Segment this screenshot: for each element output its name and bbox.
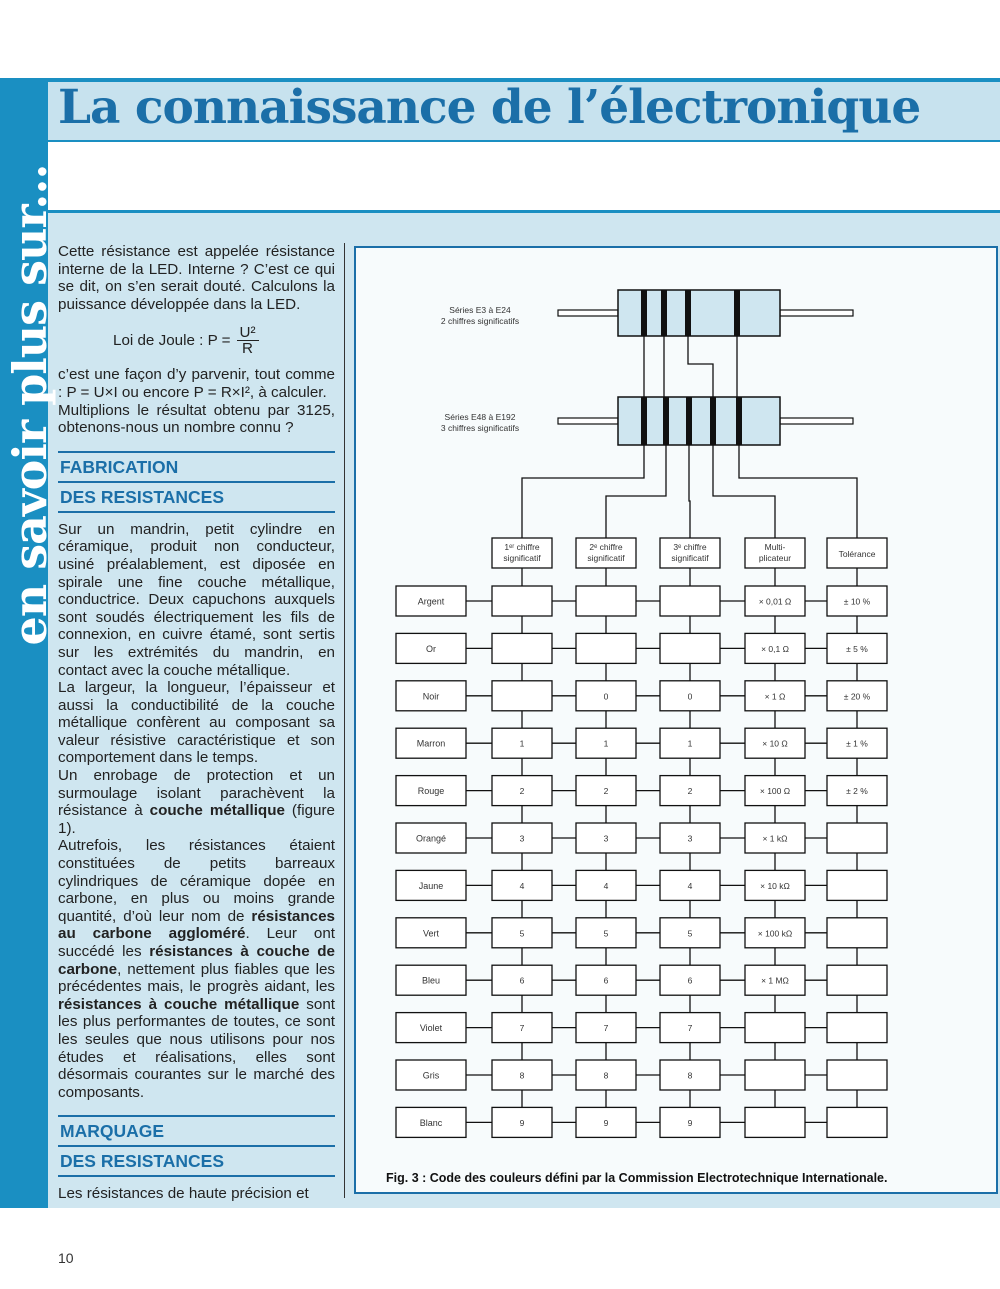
wire — [689, 445, 690, 538]
fabrication-paragraph — [58, 767, 335, 837]
bold-term: couche métallique — [149, 802, 285, 820]
left-column — [58, 243, 335, 1203]
color-band — [641, 397, 647, 445]
value-label: × 100 Ω — [759, 786, 791, 797]
value-label: 6 — [687, 975, 693, 986]
subtitle-area — [48, 142, 1000, 210]
value-label: ± 5 % — [846, 643, 868, 654]
color-name-label: Marron — [416, 738, 446, 749]
value-box — [745, 1013, 805, 1043]
lead-wire — [558, 418, 618, 424]
wire — [713, 445, 775, 538]
side-title: en savoir plus sur... — [3, 164, 57, 646]
value-label: 9 — [519, 1117, 525, 1128]
wire — [739, 445, 857, 538]
color-band — [710, 397, 716, 445]
color-name-label: Vert — [422, 928, 440, 939]
section-heading-marquage — [58, 1115, 335, 1177]
value-label: × 10 Ω — [762, 738, 788, 749]
value-label: 8 — [687, 1070, 693, 1081]
value-label: 0 — [687, 691, 693, 702]
value-box — [745, 1060, 805, 1090]
intro-paragraph: Cette résistance est appelée résistance interne de la LED. Interne ? C’est ce qui se dit, on s’en serait douté. Calculons la puissance développée dans la LED. — [58, 243, 335, 313]
color-band — [685, 290, 691, 336]
value-label: 6 — [603, 975, 609, 986]
column-header-label: 2ᵉ chiffre — [589, 542, 623, 552]
value-box — [827, 918, 887, 948]
formula-fraction — [237, 325, 259, 356]
value-label: 4 — [519, 880, 525, 891]
value-label: 8 — [519, 1070, 525, 1081]
value-label: 5 — [687, 928, 693, 939]
value-label: 4 — [687, 880, 693, 891]
fabrication-paragraph — [58, 837, 335, 1101]
value-box — [576, 586, 636, 616]
value-label: 2 — [687, 786, 693, 797]
value-box — [827, 823, 887, 853]
page-title: La connaissance de l’électronique — [58, 80, 921, 135]
lead-wire — [558, 310, 618, 316]
column-header-label: significatif — [587, 553, 625, 563]
column-header-label: Multi- — [764, 542, 786, 552]
value-box — [492, 681, 552, 711]
value-label: 6 — [519, 975, 525, 986]
value-label: 7 — [519, 1023, 525, 1034]
color-code-diagram — [354, 246, 994, 1166]
formula-followup: c’est une façon d’y parvenir, tout comme : P = U×I ou encore P = R×I², à calculer. — [58, 366, 335, 401]
column-header-label: 1ᵉʳ chiffre — [504, 542, 540, 552]
value-label: × 1 kΩ — [762, 833, 788, 844]
color-code-grid — [396, 538, 887, 1137]
column-header-label: significatif — [671, 553, 709, 563]
value-label: 1 — [603, 738, 609, 749]
wire — [688, 336, 713, 397]
color-band — [686, 397, 692, 445]
color-name-label: Violet — [419, 1023, 443, 1034]
value-label: × 1 Ω — [764, 691, 786, 702]
color-name-label: Orangé — [415, 833, 447, 844]
color-name-label: Jaune — [418, 880, 444, 891]
series-label: 3 chiffres significatifs — [440, 423, 520, 433]
color-band — [734, 290, 740, 336]
resistor-drawings — [441, 290, 853, 445]
fabrication-paragraph: Sur un mandrin, petit cylindre en céramique, produit non conducteur, usiné préalablement, est diposée en spirale une fine couche métallique, conductrice. Deux capuchons auxquels sont soudés électriquement les fils de connexion, en cuivre étamé, sont sertis sur les extrémités du mandrin, en contact avec la couche métallique. — [58, 520, 335, 679]
value-label: 4 — [603, 880, 609, 891]
value-label: ± 20 % — [843, 691, 871, 702]
lead-wire — [780, 418, 853, 424]
value-label: × 1 MΩ — [761, 975, 789, 986]
value-label: 7 — [603, 1023, 609, 1034]
color-name-label: Or — [426, 643, 436, 654]
multiply-paragraph: Multiplions le résultat obtenu par 3125, obtenons-nous un nombre connu ? — [58, 401, 335, 437]
color-name-label: Rouge — [417, 786, 445, 797]
value-label: 5 — [519, 928, 525, 939]
color-name-label: Blanc — [419, 1117, 443, 1128]
section-heading-fabrication — [58, 451, 335, 513]
value-label: 2 — [519, 786, 525, 797]
bold-term: résistances au carbone aggloméré — [58, 907, 335, 943]
value-label: 3 — [687, 833, 693, 844]
value-label: 7 — [687, 1023, 693, 1034]
color-band — [663, 397, 669, 445]
value-box — [576, 633, 636, 663]
text-run: Autrefois, les résistances étaient constituées de petits barreaux cylindriques de céramique dopée en carbone, en plus ou moins grande quantité, d’où leur nom de — [58, 837, 335, 925]
section-heading-line: DES RESISTANCES — [60, 1151, 225, 1172]
value-label: 8 — [603, 1070, 609, 1081]
formula-prefix: Loi de Joule : P = — [113, 332, 231, 350]
color-band — [736, 397, 742, 445]
figure-caption: Fig. 3 : Code des couleurs défini par la Commission Electrotechnique Internationale. — [386, 1171, 888, 1185]
value-label: ± 2 % — [846, 786, 868, 797]
value-label: × 0,1 Ω — [761, 643, 789, 654]
value-label: ± 1 % — [846, 738, 868, 749]
text-run: Un enrobage de protection et un surmoulage isolant parachèvent la résistance à — [58, 767, 335, 820]
value-label: 5 — [603, 928, 609, 939]
value-label: 1 — [687, 738, 693, 749]
value-label: ± 10 % — [843, 596, 871, 607]
value-box — [827, 870, 887, 900]
formula-denominator: R — [242, 340, 254, 358]
column-header-label: Tolérance — [838, 549, 876, 559]
bold-term: résistances à couche de carbone — [58, 943, 336, 978]
wire — [606, 445, 666, 538]
wire — [522, 445, 644, 538]
color-name-label: Gris — [422, 1070, 440, 1081]
value-label: 3 — [519, 833, 525, 844]
value-box — [745, 1107, 805, 1137]
lead-wire — [780, 310, 853, 316]
text-run: , nettement plus fiables que les précédentes mais, le progrès aidant, les — [58, 960, 335, 996]
section-heading-line: FABRICATION — [58, 453, 335, 483]
value-label: 2 — [603, 786, 609, 797]
color-band — [661, 290, 667, 336]
column-divider — [344, 243, 345, 1198]
column-header-label: 3ᵉ chiffre — [673, 542, 707, 552]
value-box — [492, 586, 552, 616]
value-label: 0 — [603, 691, 609, 702]
joule-formula — [113, 325, 335, 356]
text-run: sont les plus performantes de toutes, ce sont les seules que nous utilisons pour nos études et réalisations, elles sont désormais courantes sur le marché des composants. — [58, 995, 335, 1101]
fabrication-paragraph: La largeur, la longueur, l’épaisseur et aussi la conductibilité de la couche métallique confèrent au composant sa valeur résistive caractéristique et son comportement dans le temps. — [58, 679, 335, 767]
color-name-label: Argent — [417, 596, 445, 607]
series-label: Séries E48 à E192 — [444, 412, 516, 422]
marquage-paragraph: Les résistances de haute précision et — [58, 1185, 309, 1203]
section-heading-line: MARQUAGE — [58, 1117, 335, 1147]
column-header-label: significatif — [503, 553, 541, 563]
value-box — [660, 586, 720, 616]
value-box — [827, 965, 887, 995]
value-box — [492, 633, 552, 663]
value-label: 1 — [519, 738, 525, 749]
formula-numerator: U² — [237, 325, 259, 341]
color-name-label: Bleu — [421, 975, 441, 986]
value-label: 9 — [687, 1117, 693, 1128]
section-heading-line: DES RESISTANCES — [60, 486, 225, 507]
value-label: × 0,01 Ω — [758, 596, 792, 607]
value-box — [827, 1060, 887, 1090]
series-label: 2 chiffres significatifs — [440, 316, 520, 326]
page-number: 10 — [58, 1250, 74, 1266]
color-band — [641, 290, 647, 336]
value-box — [827, 1107, 887, 1137]
text-run: (figure 1). — [58, 802, 335, 837]
color-name-label: Noir — [422, 691, 440, 702]
value-box — [827, 1013, 887, 1043]
value-label: × 10 kΩ — [760, 880, 790, 891]
value-label: × 100 kΩ — [757, 928, 793, 939]
value-box — [660, 633, 720, 663]
value-label: 3 — [603, 833, 609, 844]
edge-rule — [996, 703, 998, 1173]
series-label: Séries E3 à E24 — [449, 305, 511, 315]
column-header-label: plicateur — [758, 553, 792, 563]
value-label: 9 — [603, 1117, 609, 1128]
text-run: . Leur ont succédé les — [58, 925, 335, 960]
bold-term: résistances à couche métallique — [58, 995, 300, 1013]
